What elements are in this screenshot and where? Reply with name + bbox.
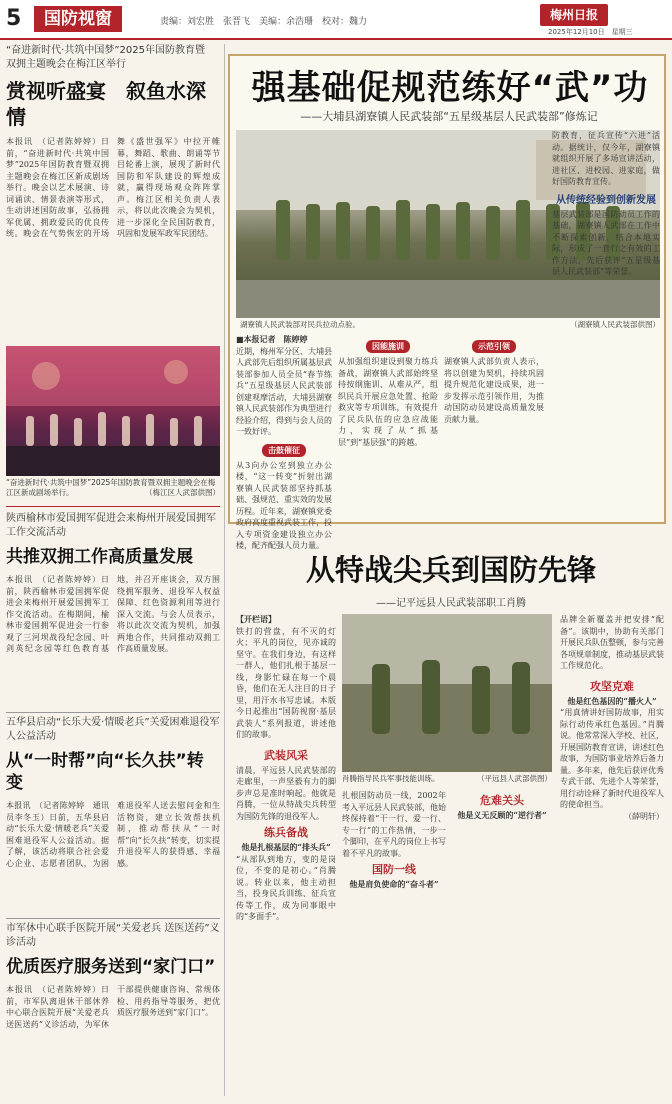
feature2-subtitle: ——记平远县人民武装部职工肖腾 [376, 598, 526, 609]
feature2-col2 [342, 790, 446, 1094]
section-title: 国防视窗 [34, 6, 122, 32]
feature2-open-tag: 【开栏语】 [236, 614, 276, 624]
article-body: 本报讯 （记者陈婷婷）日前，市军队离退休干部休养中心联合医院开展“关爱老兵 送医送药”义诊活动，为军休干部提供健康咨询、常规体检、用药指导等服务，把优质医疗服务送到“家门口”。 [6, 985, 220, 1029]
feature1-byline: ■本报记者 陈婷婷 [236, 334, 308, 344]
feature1-body1: 近期，梅州军分区、大埔县人武部先后组织所属基层武装部参加人员全员“春节练兵”五星级基层人民武装部创建观摩活动，大埔县湖寮镇人民武装部作为典型进行经验介绍，得到与会人员的一致好评。 [236, 346, 332, 436]
page-number: 5 [6, 6, 22, 31]
feature1-right-body: 基层武装部是国防动员工作的基础，湖寮镇人武部在工作中不断探索创新，结合本地实际，形成了一套行之有效的工作方法，先后获评“五星级基层人民武装部”等荣誉。 [552, 209, 660, 276]
feature-title: 强基础促规范练好“武”功 [251, 68, 649, 108]
feature1-col4 [552, 130, 660, 520]
article-yulin [6, 512, 220, 708]
feature1-body2: 从3向办公室到独立办公楼，“这一转变”折射出湖寮镇人民武装部坚持抓基础、强规范、重实效的发展历程。近年来，湖寮镇党委政府高度重视武装工作，投入专项资金建设独立办公楼，配齐配强人员力量。 [236, 460, 332, 550]
militia-caption-text: 湖寮镇人民武装部对民兵拉动点验。 [240, 320, 360, 329]
feature2-subhead-3: 他是扎根基层的“排头兵” [241, 842, 331, 852]
gala-stage-image [6, 346, 220, 476]
training-image [342, 614, 552, 772]
feature2-subhead-1: 武装风采 [264, 748, 308, 762]
masthead [0, 0, 672, 40]
feature1-right-subhead: 从传统经验到创新发展 [556, 194, 656, 206]
feature1-subhead-1: 击鼓催征 [262, 444, 306, 457]
article-title: 赏视听盛宴 叙鱼水深情 [6, 79, 206, 129]
article-kicker: 陕西榆林市爱国拥军促进会来梅州开展爱国拥军工作交流活动 [6, 513, 216, 538]
column-divider [224, 44, 225, 1096]
feature1-subhead-3: 示范引领 [472, 340, 516, 353]
feature2-right-subhead-1: 攻坚克难 [590, 679, 634, 693]
xiaoteng-caption-credit: （平远县人武部供图） [477, 774, 552, 783]
feature1-right-col: 防教育，征兵宣传“六进”活动。据统计，仅今年，湖寮镇就组织开展了多场宣讲活动，进社区、进校园、进家庭，做好国防教育宣传。 [552, 131, 660, 186]
divider [6, 506, 220, 507]
article-kicker: 市军休中心联手医院开展“关爱老兵 送医送药”义诊活动 [6, 923, 220, 948]
feature1-col2 [338, 334, 438, 520]
feature1-col3 [444, 334, 544, 520]
feature2-col1 [236, 614, 336, 1094]
gala-photo-caption [6, 478, 220, 498]
feature2-body2: “从部队到地方，变的是岗位，不变的是初心。”肖腾说。转业以来，他主动担当，投身民兵训练、征兵宣传等工作，成为同事眼中的“多面手”。 [236, 854, 336, 921]
divider [6, 712, 220, 713]
feature2-mid-body: 扎根国防动员一线，2002年考入平远县人民武装部，他始终保持着“干一行、爱一行、专一行”的工作热情，一步一个脚印，在平凡的岗位上书写着不平凡的故事。 [342, 791, 446, 858]
article-clinic [6, 922, 220, 1098]
feature2-right-body: “用真情讲好国防故事，用实际行动传承红色基因。”肖腾说。他常常深入学校、社区，开展国防教育宣讲，讲述红色故事，为国防事业培养后备力量。多年来，他先后获评优秀专武干部、先进个人等荣誉，用行动诠释了新时代退役军人的使命担当。 [560, 708, 664, 809]
feature2-right-subhead-2: 他是红色基因的“播火人” [567, 695, 657, 706]
article-body: 本报讯 （记者陈婷婷）日前，“奋进新时代·共筑中国梦”2025年国防教育暨双拥主题晚会在梅江区新成剧场举行。晚会以艺术展演、诗词诵读、情景表演等形式，生动讲述国防故事，弘扬拥军优属、拥政爱民的优良传统。晚会在气势恢宏的开场舞《盛世强军》中拉开帷幕，舞蹈、歌曲、朗诵等节目轮番上演，展现了新时代国防和军队建设的辉煌成就，赢得现场观众阵阵掌声。梅江区相关负责人表示，将以此次晚会为契机，进一步深化全民国防教育，巩固和发展军政军民团结。 [6, 137, 220, 238]
article-body: 本报讯 （记者陈婷婷）日前，陕西榆林市爱国拥军促进会来梅州开展爱国拥军工作交流活动。在梅期间，榆林市爱国拥军促进会一行参观了三河坝战役纪念园、叶剑英纪念园等红色教育基地，并召开座谈会，双方围绕拥军服务、退役军人权益保障、红色资源利用等进行深入交流。与会人员表示，将以此次交流为契机，加强两地合作，共同推动双拥工作高质量发展。 [6, 575, 220, 653]
feature-subtitle: ——大埔县湖寮镇人民武装部“五星级基层人民武装部”修炼记 [300, 110, 598, 123]
article-title: 优质医疗服务送到“家门口” [6, 957, 216, 977]
feature2-subhead-2: 练兵备战 [264, 826, 308, 839]
gala-caption-text: “奋进新时代·共筑中国梦”2025年国防教育暨双拥主题晚会在梅江区新成剧场举行。 [6, 478, 216, 497]
feature2-col3 [450, 790, 554, 1094]
gala-caption-credit: （梅江区人武部供图） [145, 488, 220, 497]
divider [6, 918, 220, 919]
feature2-col4 [560, 614, 664, 1094]
xiaoteng-photo [342, 614, 552, 772]
article-kicker: 五华县启动“长乐大爱·情暖老兵”关爱困难退役军人公益活动 [6, 717, 220, 742]
dateline: 2025年12月10日 星期三 [548, 28, 633, 36]
feature2-right-top: 品牌全新覆盖并把安排“配备”。该期中，协助有关部门开展民兵队伍整顿，参与完善各项规章制度，推动基层武装工作规范化。 [560, 615, 664, 670]
feature2-body1: 清晨，平远县人民武装部的走廊里，一声坚毅有力的脚步声总是准时响起。他就是肖腾，一位从特战尖兵转型为国防先锋的退役军人。 [236, 765, 336, 821]
feature1-body3: 从加强组织建设到聚力练兵备战，湖寮镇人武部始终坚持按纲施训、从难从严，组织民兵开展应急处置、抢险救灾等专项训练，有效提升了民兵队伍的应急应战能力，实现了从“抓基层”到“基层强”的跨越。 [338, 357, 438, 447]
feature2-subhead-5: 他是肩负使命的“奋斗者” [349, 879, 439, 889]
article-kicker: “奋进新时代·共筑中国梦”2025年国防教育暨 [6, 45, 205, 56]
article-title: 共推双拥工作高质量发展 [6, 547, 193, 567]
feature1-subhead-2: 因能施训 [366, 340, 410, 353]
gala-photo [6, 346, 220, 476]
xiaoteng-photo-caption [342, 774, 552, 784]
feature1-body4: 湖寮镇人武部负责人表示，将以创建为契机，持续巩固提升规范化建设成果，进一步发挥示范引领作用，为推动国防动员建设高质量发展贡献力量。 [444, 357, 544, 424]
feature2-subhead-6: 危难关头 [480, 794, 524, 807]
feature2-reporter: （薛明轩） [624, 811, 664, 821]
article-title: 从“一时帮”向“长久扶”转变 [6, 751, 204, 793]
feature1-col1 [236, 334, 332, 550]
feature2-title: 从特战尖兵到国防先锋 [305, 553, 596, 587]
article-kicker-2: 双拥主题晚会在梅江区举行 [6, 59, 126, 70]
article-gala [6, 44, 220, 344]
newspaper-logo: 梅州日报 [540, 4, 608, 26]
xiaoteng-caption-text: 肖腾指导民兵军事技能训练。 [342, 774, 440, 783]
editors-line: 责编：刘宏胜 张晋飞 美编：余浩珊 校对：魏力 [160, 17, 368, 27]
feature2-subhead-7: 他是义无反顾的“逆行者” [457, 810, 547, 820]
feature2-subhead-4: 国防一线 [372, 863, 416, 876]
feature2-open-text: 铁打的营盘，有不灭的灯火；平凡的岗位，见亦诚的坚守。在我们身边，有这样一群人，他们扎根于基层一线，身影忙碌在每一个晨昏，他们在无人注目的日子里，用汗水书写忠诚。本版今日起推出“国防视窗·基层武装人”系列报道，讲述他们的故事。 [236, 626, 336, 739]
article-body: 本报讯 （记者陈婷婷 通讯员李冬玉）日前，五华县启动“长乐大爱·情暖老兵”关爱困难退役军人公益活动。据了解，该活动将联合社会爱心企业、志愿者团队，为困难退役军人送去慰问金和生活物资，建立长效帮扶机制，推动帮扶从“一时帮”向“长久扶”转变，切实提升退役军人的获得感、幸福感。 [6, 801, 220, 868]
article-wuhua [6, 716, 220, 914]
militia-caption-credit: （湖寮镇人民武装部供图） [570, 320, 660, 329]
